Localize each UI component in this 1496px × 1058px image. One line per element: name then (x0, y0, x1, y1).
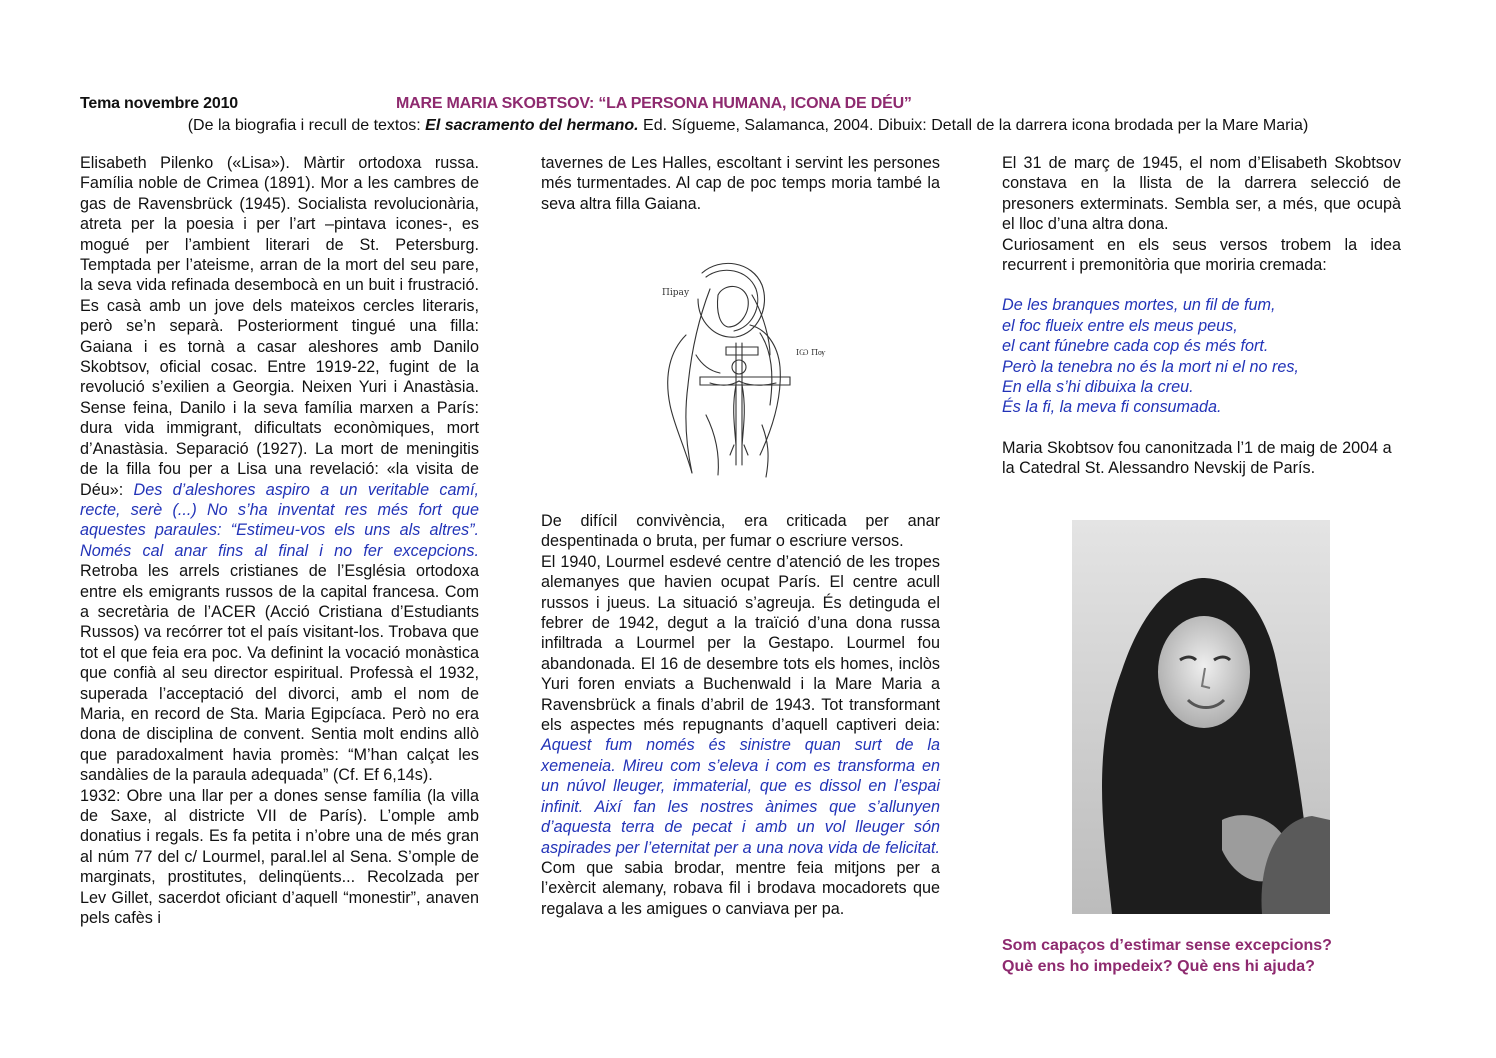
sketch-label-left: Пірау (662, 288, 690, 298)
poem-line: De les branques mortes, un fil de fum, (1002, 296, 1276, 315)
header-tema: Tema novembre 2010 (80, 95, 238, 112)
biography-paragraph-2: 1932: Obre una llar per a dones sense família (la villa de Saxe, al districte VII de París). L’omple amb donatius i regals. Es fa petita i n’obre una de més gran al núm 77 del c/ Lourmel, paral.lel al Sena. S’omple de marginats, prostitutes, delinqüents... Recolzada per Lev Gillet, sacerdot oficiant d’aquell “monestir”, anaven pels cafès i (80, 786, 479, 928)
portrait-photo (1072, 520, 1330, 914)
poem-line: En ella s’hi dibuixa la creu. (1002, 378, 1194, 396)
column-right (1002, 153, 1401, 479)
middle-text-d: Com que sabia brodar, mentre feia mitjons per a l’exèrcit alemany, robava fil i brodava mocadorets que regalava a les amigues o canviava per pa. (541, 858, 940, 918)
middle-text-b: De difícil convivència, era criticada per anar despentinada o bruta, per fumar o escriure versos. (541, 512, 940, 551)
column-middle-top (541, 153, 940, 214)
middle-text-a: tavernes de Les Halles, escoltant i servint les persones més turmentades. Al cap de poc temps moria també la seva altra filla Gaiana. (541, 154, 940, 213)
biography-paragraph-1 (80, 153, 479, 786)
poem-line: Però la tenebra no és la mort ni el no res, (1002, 357, 1299, 376)
middle-paragraph-c (541, 552, 940, 919)
question-1: Som capaços d’estimar sense excepcions? (1002, 937, 1332, 954)
right-text-a: El 31 de març de 1945, el nom d’Elisabeth Skobtsov constava en la llista de la darrera selecció de presoners exterminats. Sembla ser, a més, que ocupà el lloc d’una altra dona. (1002, 154, 1401, 234)
right-text-b: Curiosament en els seus versos trobem la idea recurrent i premonitòria que moriria cremada: (1002, 235, 1401, 275)
icon-drawing (640, 255, 840, 483)
poem-line: És la fi, la meva fi consumada. (1002, 398, 1222, 417)
quote-revelation: Des d’aleshores aspiro a un veritable camí, recte, serè (...) No s’ha inventat res més fort que aquestes paraules: “Estimeu-vos els uns als altres”. Només cal anar fins al final i no fer excepcions. (80, 480, 479, 560)
page-title: MARE MARIA SKOBTSOV: “LA PERSONA HUMANA, ICONA DE DÉU” (396, 95, 912, 112)
middle-text-c: El 1940, Lourmel esdevé centre d’atenció de les tropes alemanyes que havien ocupat París. El centre acull russos i jueus. La situació s’agreuja. És detinguda el febrer de 1942, degut a la traïció d’una dona russa infiltrada a Lourmel per la Gestapo. Lourmel fou abandonada. El 16 de desembre tots els homes, inclòs Yuri foren enviats a Buchenwald i la Mare Maria a Ravensbrück a finals d’abril de 1943. Tot transformant els aspectes més repugnants d’aquell captiveri deia: (541, 552, 940, 735)
poem-line: el foc flueix entre els meus peus, (1002, 316, 1238, 335)
sketch-label-right: ІѠ Пѹ (796, 348, 826, 357)
column-biography (80, 153, 479, 928)
subtitle-pre: (De la biografia i recull de textos: (187, 117, 426, 134)
canonization-note: Maria Skobtsov fou canonitzada l’1 de maig de 2004 a la Catedral St. Alessandro Nevskij de París. (1002, 438, 1392, 478)
quote-smoke: Aquest fum només és sinistre quan surt de la xemeneia. Mireu com s’eleva i com es transforma en un núvol lleuger, immaterial, que es dissol en l’espai infinit. Així fan les nostres ànimes que s’allunyen d’aquesta terra de pecat i amb un vol lleuger són aspirades per l’eternitat per a una nova vida de felicitat. (541, 736, 940, 857)
poem-line: el cant fúnebre cada cop és més fort. (1002, 337, 1269, 356)
biography-text-a: Elisabeth Pilenko («Lisa»). Màrtir ortodoxa russa. Família noble de Crimea (1891). Mor a les cambres de gas de Ravensbrück (1945). Socialista revolucionària, atreta per la poesia i per l’art –pintava icones-, es mogué per l’ambient literari de St. Petersburg. Temptada per l’ateisme, arran de la mort del seu pare, la seva vida refinada desembocà en un buit i frustració. Es casà amb un jove dels mateixos cercles literaris, però se’n separà. Posteriorment tingué una filla: Gaiana i es tornà a casar aleshores amb Danilo Skobtsov, oficial cosac. Entre 1919-22, fugint de la revolució s’exilien a Georgia. Neixen Yuri i Anastàsia. Sense feina, Danilo i la seva família marxen a París: dura vida immigrant, dificultats econòmiques, mort d’Anastàsia. Separació (1927). La mort de meningitis de la filla fou per a Lisa una revelació: «la visita de Déu»: (80, 154, 479, 499)
column-middle-bottom (541, 511, 940, 919)
subtitle-book: El sacramento del hermano. (425, 117, 639, 134)
poem (1002, 295, 1401, 417)
question-2: Què ens ho impedeix? Què ens hi ajuda? (1002, 958, 1315, 975)
reflection-questions (1002, 935, 1332, 977)
subtitle (80, 117, 1416, 135)
biography-text-b: Retroba les arrels cristianes de l’Església ortodoxa entre els emigrants russos de la capital francesa. Com a secretària de l’ACER (Acció Cristiana d’Estudiants Russos) va recórrer tot el país visitant-los. Trobava que tot el que feia era poc. Va definint la vocació monàstica que confià al seu director espiritual. Professà el 1932, superada l’acceptació del divorci, amb el nom de Maria, en record de Sta. Maria Egipcíaca. Però no era dona de disciplina de convent. Sentia molt endins allò que paradoxalment havia promès: “M’han calçat les sandàlies de la paraula adequada” (Cf. Ef 6,14s). (80, 562, 479, 785)
subtitle-post: Ed. Sígueme, Salamanca, 2004. Dibuix: Detall de la darrera icona brodada per la Mare Maria) (638, 117, 1309, 134)
